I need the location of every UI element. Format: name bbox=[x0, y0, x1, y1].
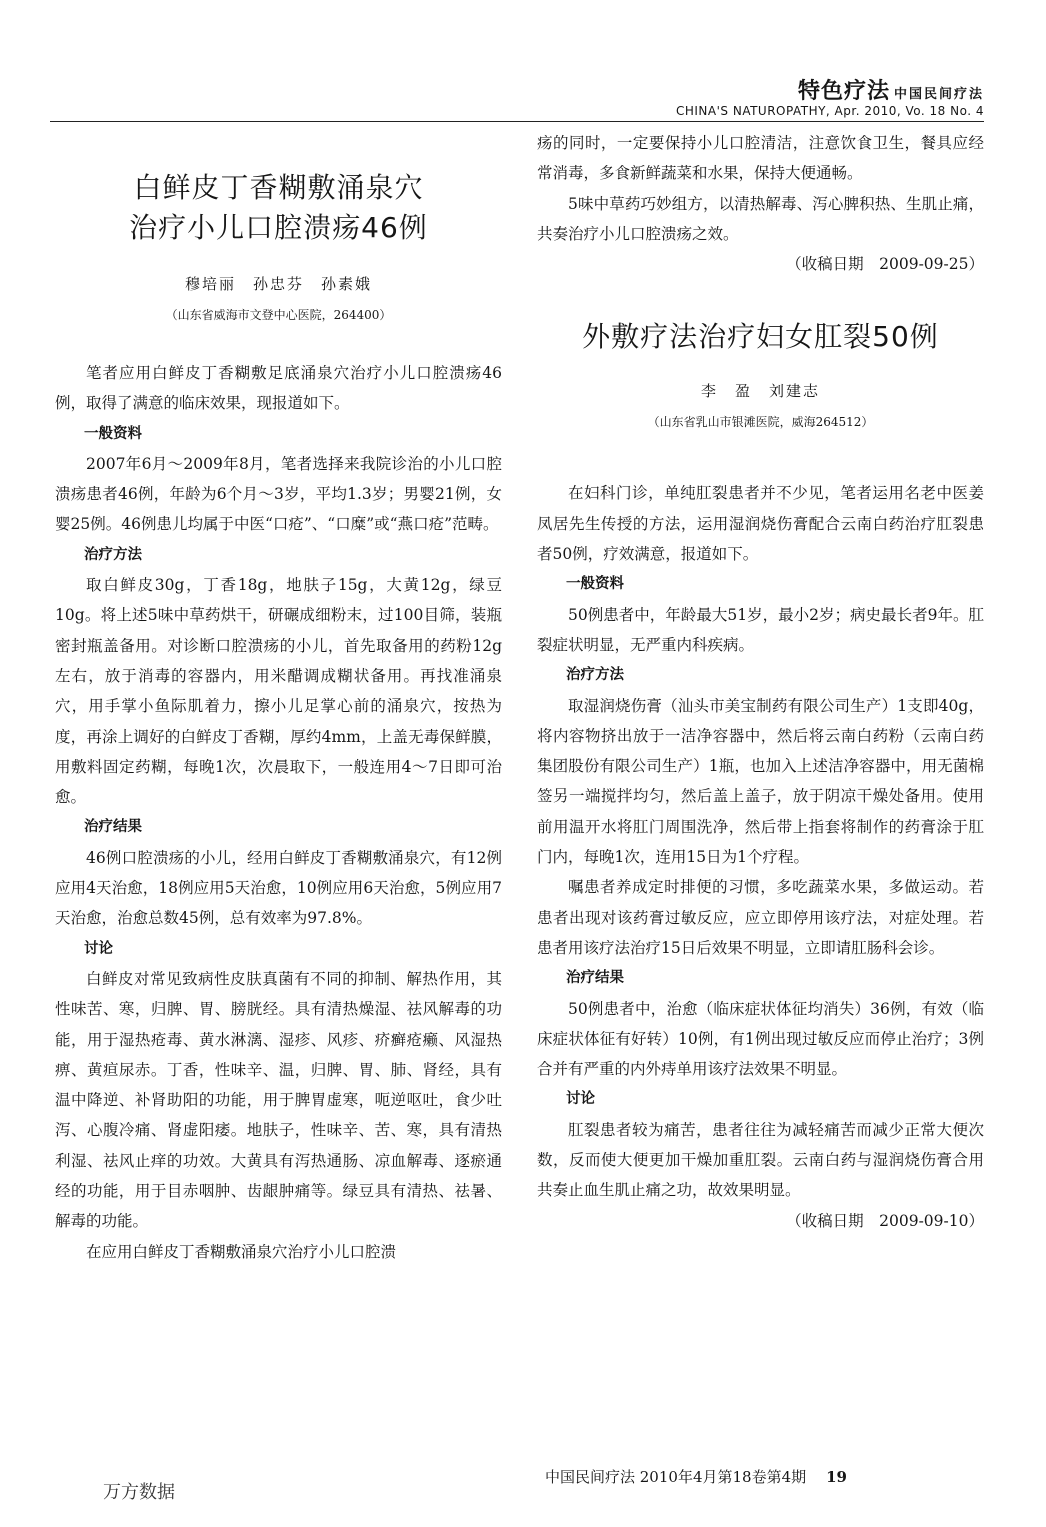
article1-authors: 穆培丽 孙忠芬 孙素娥 bbox=[184, 275, 372, 293]
page-footer bbox=[545, 1466, 847, 1487]
article1-heading-general: 一般资料 bbox=[84, 425, 142, 442]
article1-title-line2: 治疗小儿口腔溃疡46例 bbox=[129, 211, 428, 244]
database-watermark: 万方数据 bbox=[103, 1482, 175, 1503]
left-column bbox=[55, 128, 502, 1267]
header-divider bbox=[50, 121, 984, 122]
article2-discussion: 肛裂患者较为痛苦，患者往往为减轻痛苦而减少正常大便次数，反而使大便更加干燥加重肛裂。云南白药与湿润烧伤膏合用共奏止血生肌止痛之功，故效果明显。 bbox=[537, 1120, 984, 1200]
article2-heading-result: 治疗结果 bbox=[566, 970, 624, 987]
article2-heading-general: 一般资料 bbox=[566, 576, 624, 593]
article2-heading-discussion: 讨论 bbox=[566, 1091, 595, 1108]
article2-title: 外敷疗法治疗妇女肛裂50例 bbox=[582, 320, 939, 354]
article1-method: 取白鲜皮30g，丁香18g，地肤子15g，大黄12g，绿豆10g。将上述5味中草药烘干，研碾成细粉末，过100目筛，装瓶密封瓶盖备用。对诊断口腔溃疡的小儿，首先取备用的药粉12g左右，放于消毒的容器内，用米醋调成糊状备用。再找准涌泉穴，用手掌小鱼际肌着力，擦小儿足掌心前的涌泉穴，按热为度，再涂上调好的白鲜皮丁香糊，厚约4mm，上盖无毒保鲜膜，用敷料固定药糊，每晚1次，次晨取下，一般连用4～7日即可治愈。 bbox=[55, 576, 502, 807]
journal-section-brand bbox=[798, 74, 984, 105]
article1-body bbox=[55, 358, 502, 1267]
article2-result: 50例患者中，治愈（临床症状体征均消失）36例，有效（临床症状体征有好转）10例，有1例出现过敏反应而停止治疗；3例合并有严重的内外痔单用该疗法效果不明显。 bbox=[537, 999, 984, 1079]
article1-discussion-1: 白鲜皮对常见致病性皮肤真菌有不同的抑制、解热作用，其性味苦、寒，归脾、胃、膀胱经。具有清热燥湿、祛风解毒的功能，用于湿热疮毒、黄水淋漓、湿疹、风疹、疥癣疮癞、风湿热痹、黄疸尿赤。丁香，性味辛、温，归脾、胃、肺、肾经，具有温中降逆、补肾助阳的功能，用于脾胃虚寒，呃逆呕吐，食少吐泻、心腹冷痛、肾虚阳痿。地肤子，性味辛、苦、寒，具有清热利湿、祛风止痒的功效。大黄具有泻热通肠、凉血解毒、逐瘀通经的功能，用于目赤咽肿、齿龈肿痛等。绿豆具有清热、祛暑、解毒的功能。 bbox=[55, 969, 502, 1231]
article2-intro: 在妇科门诊，单纯肛裂患者并不少见，笔者运用名老中医姜凤居先生传授的方法，运用湿润烧伤膏配合云南白药治疗肛裂患者50例，疗效满意，报道如下。 bbox=[537, 484, 984, 564]
section-subtitle: 中国民间疗法 bbox=[893, 87, 984, 102]
article1-result: 46例口腔溃疡的小儿，经用白鲜皮丁香糊敷涌泉穴，有12例应用4天治愈，18例应用5天治愈，10例应用6天治愈，5例应用7天治愈，治愈总数45例，总有效率为97.8%。 bbox=[55, 848, 502, 928]
article1-title-line1: 白鲜皮丁香糊敷涌泉穴 bbox=[133, 171, 424, 204]
article1-title bbox=[55, 168, 502, 248]
article1-intro: 笔者应用白鲜皮丁香糊敷足底涌泉穴治疗小儿口腔溃疡46例，取得了满意的临床效果，现报道如下。 bbox=[55, 364, 502, 413]
article2-general: 50例患者中，年龄最大51岁，最小2岁；病史最长者9年。肛裂症状明显，无严重内科疾病。 bbox=[537, 605, 984, 654]
article2-heading-method: 治疗方法 bbox=[566, 667, 624, 684]
article1-affiliation: （山东省威海市文登中心医院，264400） bbox=[165, 308, 392, 322]
article1-body-continued bbox=[537, 128, 984, 279]
article2-received-date: （收稿日期 2009-09-10） bbox=[786, 1211, 984, 1230]
article2-affiliation: （山东省乳山市银滩医院，威海264512） bbox=[647, 415, 874, 430]
section-title: 特色疗法 bbox=[797, 79, 890, 104]
article2-advice: 嘱患者养成定时排便的习惯，多吃蔬菜水果，多做运动。若患者出现对该药膏过敏反应，应立即停用该疗法，对症处理。若患者用该疗法治疗15日后效果不明显，立即请肛肠科会诊。 bbox=[537, 878, 984, 957]
article2-authors: 李 盈 刘建志 bbox=[700, 382, 820, 401]
right-column bbox=[537, 128, 984, 1236]
article1-heading-result: 治疗结果 bbox=[84, 819, 142, 836]
article1-general: 2007年6月～2009年8月，笔者选择来我院诊治的小儿口腔溃疡患者46例，年龄为6个月～3岁，平均1.3岁；男婴21例，女婴25例。46例患儿均属于中医“口疮”、“口糜”或“燕口疮”范畴。 bbox=[55, 454, 502, 534]
article1-received-date: （收稿日期 2009-09-25） bbox=[786, 255, 984, 274]
article1-discussion-2-cont: 疡的同时，一定要保持小儿口腔清洁，注意饮食卫生，餐具应经常消毒，多食新鲜蔬菜和水果，保持大便通畅。 bbox=[537, 134, 984, 183]
footer-journal-issue: 中国民间疗法 2010年4月第18卷第4期 bbox=[545, 1468, 807, 1486]
page-number: 19 bbox=[826, 1468, 847, 1486]
article1-heading-discussion: 讨论 bbox=[84, 940, 113, 957]
article2-body bbox=[537, 478, 984, 1235]
journal-citation-line: CHINA'S NATUROPATHY, Apr. 2010, Vo. 18 No. 4 bbox=[675, 104, 984, 118]
article1-discussion-3: 5味中草药巧妙组方，以清热解毒、泻心脾积热、生肌止痛，共奏治疗小儿口腔溃疡之效。 bbox=[537, 194, 984, 243]
article2-method: 取湿润烧伤膏（汕头市美宝制药有限公司生产）1支即40g，将内容物挤出放于一洁净容器中，然后将云南白药粉（云南白药集团股份有限公司生产）1瓶，也加入上述洁净容器中，用无菌棉签另一端搅拌均匀，然后盖上盖子，放于阴凉干燥处备用。使用前用温开水将肛门周围洗净，然后带上指套将制作的药膏涂于肛门内，每晚1次，连用15日为1个疗程。 bbox=[537, 696, 984, 867]
article1-heading-method: 治疗方法 bbox=[84, 546, 142, 563]
article1-discussion-2-start: 在应用白鲜皮丁香糊敷涌泉穴治疗小儿口腔溃 bbox=[86, 1242, 397, 1261]
